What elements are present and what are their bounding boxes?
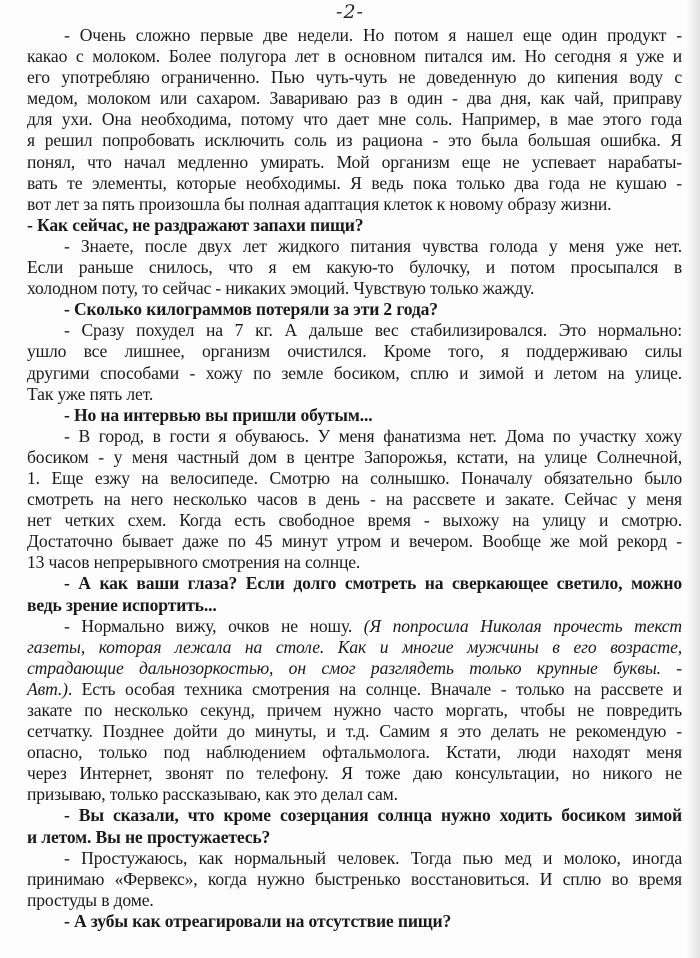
text-line: понял, что начал медленно умирать. Мой организм еще не успевает нарабаты- bbox=[27, 151, 682, 172]
text-line: ушло все лишнее, организм очистился. Кроме того, я поддерживаю силы bbox=[27, 341, 682, 362]
text-line: я решил попробовать исключить соль из рациона - это была большая ошибка. Я bbox=[27, 130, 682, 151]
text-line: 1. Еще езжу на велосипеде. Смотрю на солнышко. Поначалу обязательно было bbox=[27, 467, 682, 488]
text-line bbox=[27, 679, 682, 700]
text-line: газеты, которая лежала на столе. Как и многие мужчины в его возрасте, bbox=[27, 636, 682, 657]
question-line: ведь зрение испортить... bbox=[27, 594, 217, 615]
text-line: - В город, в гости я обуваюсь. У меня фанатизма нет. Дома по участку хожу bbox=[64, 425, 682, 446]
text-line: - Простужаюсь, как нормальный человек. Тогда пью мед и молоко, иногда bbox=[64, 847, 682, 868]
question-line: - А зубы как отреагировали на отсутствие пищи? bbox=[64, 910, 452, 931]
text-line: принимаю «Фервекс», когда нужно быстренько восстановиться. И сплю во время bbox=[27, 868, 682, 889]
text-line: - Очень сложно первые две недели. Но потом я нашел еще один продукт - bbox=[64, 25, 682, 45]
text-line: страдающие дальнозоркостью, он смог разглядеть только крупные буквы. - bbox=[27, 657, 682, 678]
question-line: - А как ваши глаза? Если долго смотреть на сверкающее светило, можно bbox=[64, 573, 682, 594]
text-line: Достаточно бывает даже по 45 минут утром и вечером. Вообще же мой рекорд - bbox=[27, 531, 682, 552]
text-line: Если раньше снилось, что я ем какую-то булочку, и потом просыпался в bbox=[27, 257, 682, 278]
text-line: Так уже пять лет. bbox=[27, 383, 154, 404]
text-line: босиком - у меня частный дом в центре Запорожья, кстати, на улице Солнечной, bbox=[27, 446, 682, 467]
text-line: - Знаете, после двух лет жидкого питания чувства голода у меня уже нет. bbox=[64, 235, 682, 256]
question-line: - Но на интервью вы пришли обутым... bbox=[64, 404, 373, 425]
text-line: вать те элементы, которые необходимы. Я ведь пока только два года не кушаю - bbox=[27, 172, 682, 193]
text-line: 13 часов непрерывного смотрения на солнце. bbox=[27, 552, 361, 573]
text-line: его употребляю ограниченно. Пью чуть-чуть не доведенную до кипения воду с bbox=[27, 67, 682, 88]
author-note: Авт.) bbox=[27, 678, 68, 699]
text-segment: . Есть особая техника смотрения на солнце. Вначале - только на рассвете и bbox=[67, 678, 682, 699]
page-edge-shadow bbox=[686, 0, 700, 958]
text-line: холодном поту, то сейчас - никаких эмоций. Чувствую только жажду. bbox=[27, 278, 535, 299]
text-line: другими способами - хожу по земле босиком, сплю и зимой и летом на улице. bbox=[27, 362, 682, 383]
text-line: смотреть на него несколько часов в день - на рассвете и закате. Сейчас у меня bbox=[27, 489, 682, 510]
text-segment: - Нормально вижу, очков не ношу. bbox=[64, 615, 364, 636]
text-line: нет четких схем. Когда есть свободное время - выхожу на улицу и смотрю. bbox=[27, 510, 682, 531]
text-line: вот лет за пять произошла бы полная адаптация клеток к новому образу жизни. bbox=[27, 193, 612, 214]
text-line: простуды в доме. bbox=[27, 889, 154, 910]
question-line: - Сколько килограммов потеряли за эти 2 года? bbox=[64, 299, 438, 320]
text-line: через Интернет, звонят по телефону. Я тоже даю консультации, но никого не bbox=[27, 763, 682, 784]
page-number: -2- bbox=[336, 1, 364, 23]
text-line: - Сразу похудел на 7 кг. А дальше вес стабилизировался. Это нормально: bbox=[64, 320, 682, 341]
question-line: и летом. Вы не простужаетесь? bbox=[27, 826, 271, 847]
text-line bbox=[27, 616, 682, 637]
question-line: - Вы сказали, что кроме созерцания солнца нужно ходить босиком зимой bbox=[64, 805, 682, 826]
text-line: медом, молоком или сахаром. Завариваю раз в один - два дня, как чай, приправу bbox=[27, 88, 682, 109]
document-body bbox=[27, 25, 682, 932]
text-line: какао с молоком. Более полугора лет в основном питался им. Но сегодня я уже и bbox=[27, 46, 682, 67]
question-line: - Как сейчас, не раздражают запахи пищи? bbox=[27, 214, 364, 235]
text-line: опасно, только под наблюдением офтальмолога. Кстати, люди находят меня bbox=[27, 742, 682, 763]
author-note: (Я попросила Николая прочесть текст bbox=[363, 615, 682, 636]
text-line: сетчатку. Позднее дойти до минуты, и т.д. Самим я это делать не рекомендую - bbox=[27, 721, 682, 742]
text-line: призываю, только рассказываю, как это делал сам. bbox=[27, 784, 398, 805]
text-line: закате по несколько секунд, причем нужно часто моргать, чтобы не повредить bbox=[27, 700, 682, 720]
text-line: для ухи. Она необходима, потому что дает мне соль. Например, в мае этого года bbox=[27, 109, 682, 130]
